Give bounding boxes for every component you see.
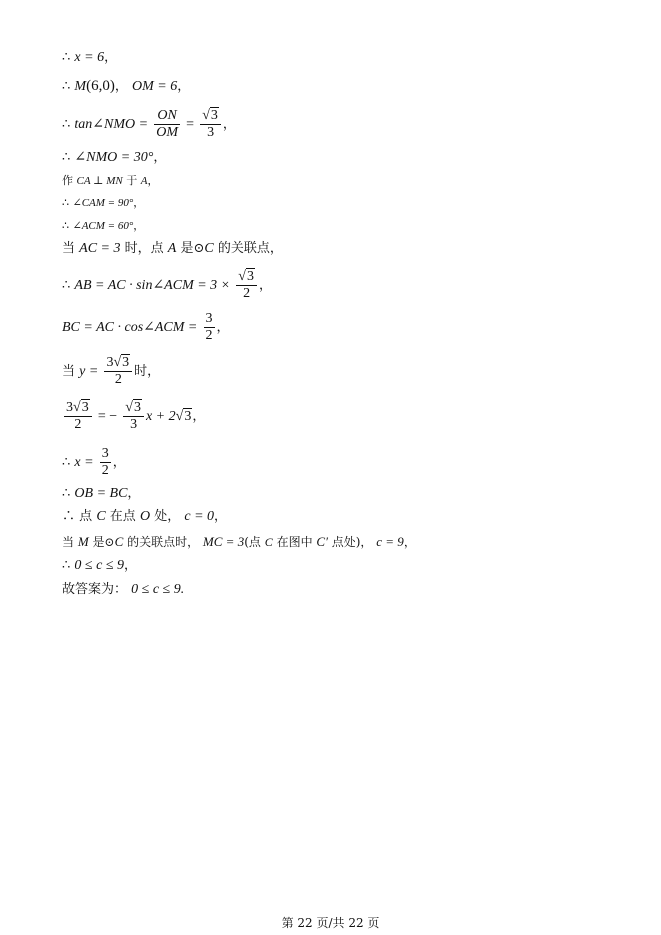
math-expression: C′: [316, 534, 328, 549]
text-segment: 点: [79, 509, 93, 524]
equals-minus: = −: [97, 409, 118, 424]
square-root: √3: [175, 409, 192, 424]
page-number-footer: 第 22 页/共 22 页: [281, 916, 380, 930]
math-expression: ∠CAM = 90°: [72, 197, 134, 209]
therefore-symbol: ∴: [62, 117, 71, 132]
line-ac-equals-3: [62, 241, 283, 257]
therefore-symbol: ∴: [62, 486, 71, 501]
line-angle-cam: [62, 195, 144, 211]
punctuation: ，: [177, 79, 191, 94]
text-segment: 作: [62, 174, 73, 187]
text-segment: 在点: [109, 509, 136, 524]
fraction-denominator: 2: [114, 372, 122, 387]
therefore-symbol: ∴: [62, 455, 71, 470]
fraction-denominator: 2: [243, 286, 251, 301]
punctuation: ，: [124, 558, 138, 573]
text-segment: 的关联点，: [217, 241, 283, 256]
equals-sign: =: [186, 117, 195, 132]
fraction-denominator: 3: [207, 125, 215, 140]
line-bc-value: [62, 311, 230, 344]
line-angle-acm: [62, 218, 144, 234]
square-root: √3: [238, 269, 254, 284]
therefore-symbol: ∴: [62, 558, 71, 573]
math-expression: AB = AC · sin∠ACM = 3 ×: [74, 278, 231, 293]
fraction: [200, 108, 221, 141]
math-expression: x + 2: [145, 409, 176, 424]
therefore-symbol: ∴: [62, 278, 71, 293]
point-m-label: M: [74, 79, 87, 94]
math-expression: x =: [74, 455, 94, 470]
math-expression: CA ⊥ MN: [76, 175, 123, 187]
therefore-symbol: ∴: [62, 50, 71, 65]
line-construct-ca: [62, 173, 158, 189]
line-m-associated: [62, 534, 416, 550]
text-segment: 当: [62, 364, 76, 379]
fraction-numerator: ON: [154, 108, 180, 125]
fraction: [204, 311, 215, 344]
square-root: √3: [125, 400, 141, 415]
text-segment: 是⊙: [180, 241, 205, 256]
line-answer: [62, 582, 184, 598]
math-expression: c = 0: [184, 509, 215, 524]
math-expression: C: [96, 509, 106, 524]
line-x-equals-3-2: [62, 446, 126, 479]
line-when-y: [62, 355, 160, 388]
therefore-symbol: ∴: [62, 196, 69, 209]
fraction: [104, 355, 132, 388]
punctuation: ，: [216, 320, 230, 335]
therefore-symbol: ∴: [62, 509, 76, 524]
punctuation: ，: [104, 50, 118, 65]
line-angle-nmo: [62, 150, 166, 166]
math-expression: C: [264, 535, 273, 549]
therefore-symbol: ∴: [62, 79, 71, 94]
fraction-numerator: 3: [101, 446, 109, 461]
fraction-numerator: 3√3: [104, 355, 132, 372]
text-segment: 处，: [154, 509, 181, 524]
fraction: [154, 108, 180, 141]
line-c-at-o: [62, 509, 227, 525]
math-expression: ∠NMO = 30°: [74, 150, 154, 165]
fraction-numerator: 3: [205, 311, 213, 326]
math-expression: A: [167, 241, 177, 256]
fraction: [100, 446, 111, 479]
line-equation: [62, 400, 205, 433]
fraction-numerator: 3√3: [64, 400, 92, 417]
text-segment: 当: [62, 535, 75, 549]
punctuation: ，: [114, 79, 128, 94]
line-ab-value: [62, 269, 272, 302]
math-expression: C: [204, 241, 214, 256]
math-expression: 0 ≤ c ≤ 9: [74, 558, 125, 573]
math-expression: y =: [79, 364, 99, 379]
punctuation: ，: [222, 117, 236, 132]
line-tan-nmo: [62, 108, 236, 141]
therefore-symbol: ∴: [62, 150, 71, 165]
fraction-denominator: OM: [156, 125, 179, 140]
math-expression: OM = 6: [132, 79, 178, 94]
square-root: √3: [73, 400, 89, 415]
text-segment: 时，: [134, 364, 161, 379]
punctuation: ，: [258, 278, 272, 293]
text-segment: 点处)，: [331, 535, 373, 549]
math-expression: O: [139, 509, 151, 524]
fraction: [64, 400, 92, 433]
text-segment: 时，点: [124, 241, 164, 256]
math-expression: A: [140, 175, 148, 187]
punctuation: ，: [133, 219, 145, 232]
text-segment: 当: [62, 241, 76, 256]
point-m-coords: (6,0): [86, 78, 115, 94]
punctuation: ，: [153, 150, 167, 165]
line-ob-equals-bc: [62, 486, 140, 502]
fraction-denominator: 2: [101, 463, 109, 478]
punctuation: ，: [403, 535, 416, 549]
math-expression: BC = AC · cos∠ACM =: [62, 320, 198, 335]
math-expression: MC = 3: [202, 534, 245, 549]
fraction-denominator: 3: [130, 417, 138, 432]
fraction: [123, 400, 144, 433]
fraction-numerator: [200, 108, 221, 125]
math-expression: tan∠NMO =: [74, 117, 149, 132]
fraction-denominator: 2: [74, 417, 82, 432]
punctuation: ，: [214, 509, 228, 524]
text-segment: 的关联点时，: [127, 535, 200, 549]
text-segment: 是⊙: [92, 535, 115, 549]
fraction-denominator: 2: [205, 328, 213, 343]
text-segment: 故答案为：: [62, 582, 128, 597]
therefore-symbol: ∴: [62, 219, 69, 232]
line-range: [62, 558, 137, 574]
punctuation: ，: [147, 174, 159, 187]
text-segment: (点: [244, 535, 261, 549]
text-segment: 于: [126, 174, 138, 187]
text-segment: 在图中: [276, 535, 313, 549]
math-expression: ∠ACM = 60°: [72, 220, 134, 232]
fraction-numerator: [123, 400, 144, 417]
square-root: √3: [202, 108, 218, 123]
punctuation: ，: [192, 409, 206, 424]
punctuation: ，: [133, 196, 145, 209]
punctuation: ，: [112, 455, 126, 470]
math-expression: C: [114, 534, 124, 549]
math-expression: AC = 3: [79, 241, 121, 256]
math-expression: OB = BC: [74, 486, 128, 501]
math-expression: c = 9: [376, 534, 404, 549]
math-expression: x = 6: [74, 50, 105, 65]
math-expression: 0 ≤ c ≤ 9.: [131, 582, 185, 597]
square-root: √3: [113, 355, 130, 370]
line-x-equals-6: [62, 50, 117, 66]
line-m-coords: [62, 78, 190, 95]
fraction-numerator: [236, 269, 257, 286]
punctuation: ，: [127, 486, 141, 501]
math-expression: M: [77, 534, 89, 549]
fraction: [236, 269, 257, 302]
